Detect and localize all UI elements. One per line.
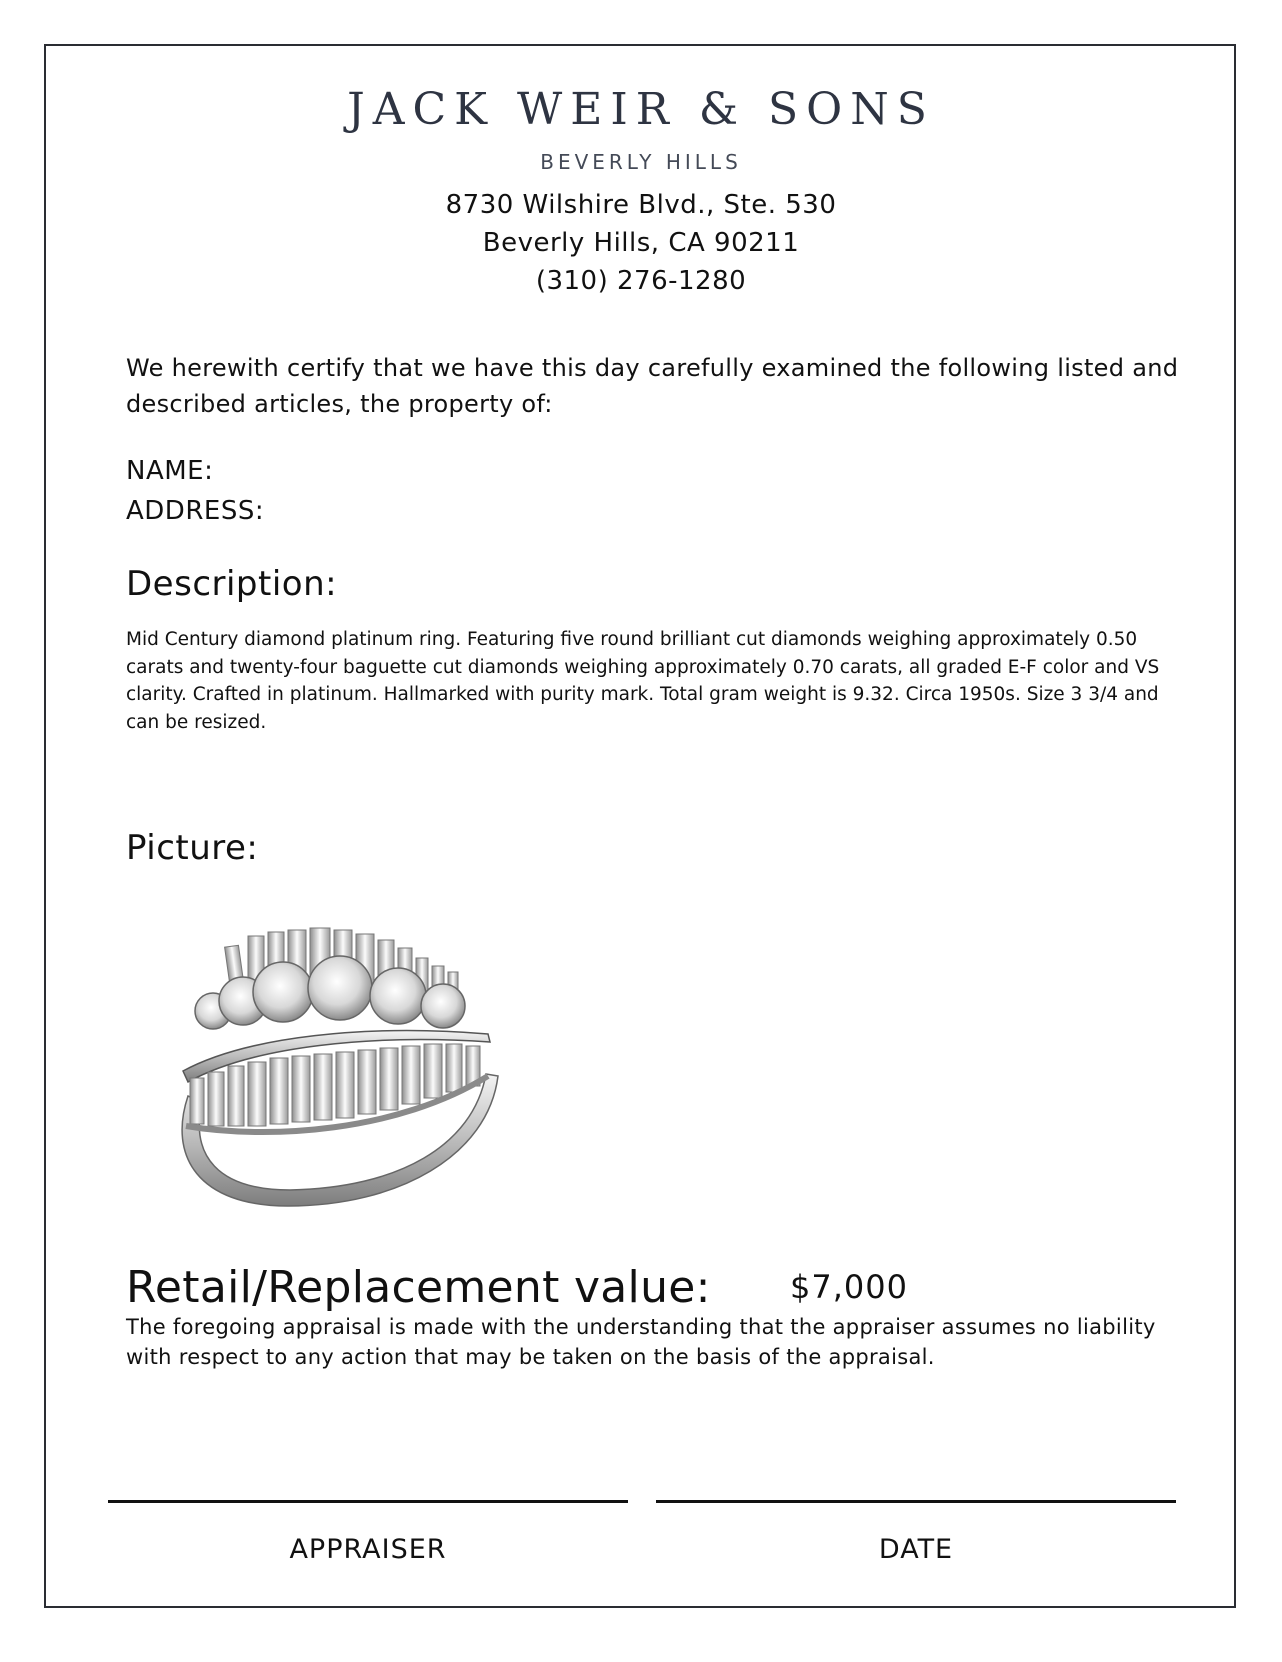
appraisal-disclaimer: The foregoing appraisal is made with the understanding that the appraiser assumes no liability with respect to any action that may be taken on the basis of the appraisal. (126, 1315, 1156, 1369)
picture-heading: Picture: (126, 828, 259, 868)
ring-photo (168, 906, 538, 1236)
retail-value-amount: $7,000 (790, 1268, 908, 1306)
name-label: NAME: (126, 456, 214, 486)
address-line-2: Beverly Hills, CA 90211 (482, 228, 800, 258)
address-line-1: 8730 Wilshire Blvd., Ste. 530 (445, 190, 837, 220)
description-heading: Description: (126, 564, 338, 604)
brand-logo-title: JACK WEIR & SONS (347, 84, 935, 135)
date-signature-line (656, 1500, 1176, 1503)
address-label: ADDRESS: (126, 496, 265, 526)
appraiser-label: APPRAISER (289, 1534, 447, 1565)
date-label: DATE (878, 1534, 954, 1565)
certification-statement: We herewith certify that we have this day carefully examined the following listed and described articles, the property of: (126, 354, 1179, 418)
appraiser-signature-line (108, 1500, 628, 1503)
phone-number: (310) 276-1280 (535, 266, 747, 296)
brand-logo-subtitle: BEVERLY HILLS (540, 150, 742, 174)
description-text: Mid Century diamond platinum ring. Featuring five round brilliant cut diamonds weighing approximately 0.50 carats and twenty-four baguette cut diamonds weighing approximately 0.70 carats, all graded E-F color and VS clarity. Crafted in platinum. Hallmarked with purity mark. Total gram weight is 9.32. Circa 1950s. Size 3 3/4 and can be resized. (126, 629, 1160, 733)
retail-value-label: Retail/Replacement value: (126, 1262, 711, 1313)
